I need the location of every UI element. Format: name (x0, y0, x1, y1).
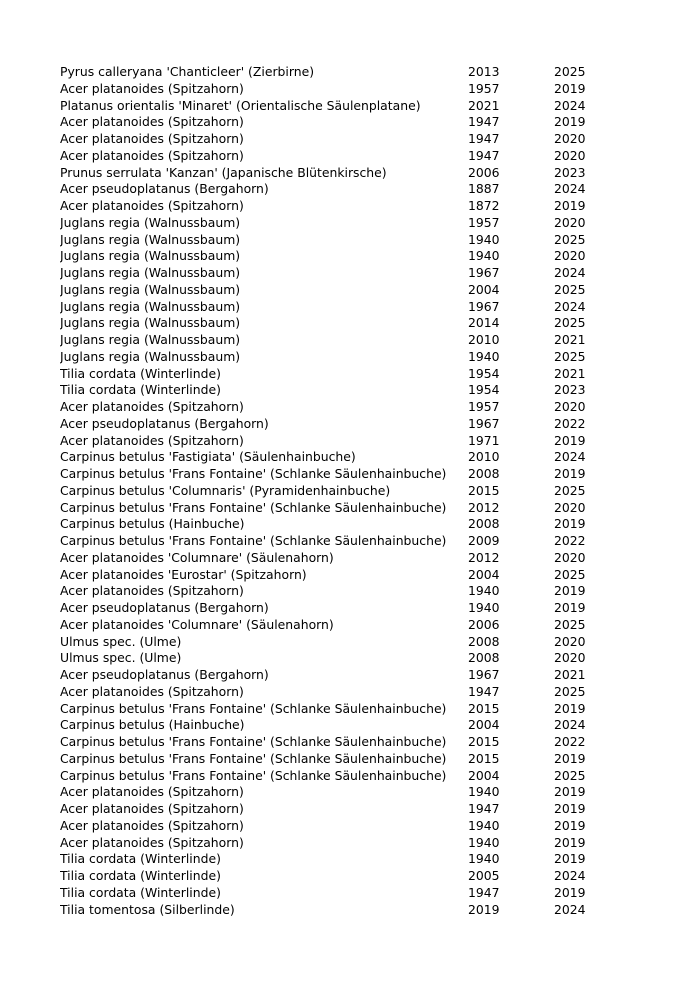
year-planted-cell: 1947 (468, 683, 500, 699)
table-row (60, 500, 600, 517)
year-planted-cell: 2021 (468, 97, 500, 113)
year-planted-cell: 1957 (468, 399, 500, 414)
year-recorded-cell: 2019 (554, 114, 586, 130)
year-planted-cell: 1947 (468, 131, 500, 146)
table-row (60, 165, 600, 182)
year-recorded-cell: 2019 (554, 801, 586, 816)
tree-species-cell: Acer platanoides 'Columnare' (Säulenahorn) (60, 616, 334, 632)
tree-species-cell: Juglans regia (Walnussbaum) (60, 348, 241, 364)
year-recorded-cell: 2025 (554, 231, 586, 247)
year-planted-cell: 1947 (468, 884, 500, 900)
year-planted-cell: 1967 (468, 415, 500, 431)
tree-species-cell: Acer platanoides (Spitzahorn) (60, 784, 244, 800)
year-recorded-cell: 2020 (554, 633, 586, 649)
year-recorded-cell: 2023 (554, 164, 586, 180)
year-recorded-cell: 2023 (554, 382, 586, 398)
tree-species-cell: Carpinus betulus 'Columnaris' (Pyramidenhainbuche) (60, 482, 391, 498)
year-planted-cell: 1947 (468, 801, 500, 816)
table-row (60, 701, 600, 718)
tree-species-cell: Carpinus betulus 'Frans Fontaine' (Schlanke Säulenhainbuche) (60, 499, 447, 515)
tree-species-cell: Acer platanoides 'Columnare' (Säulenahorn) (60, 549, 334, 565)
year-recorded-cell: 2019 (554, 466, 586, 481)
table-row (60, 98, 600, 115)
year-planted-cell: 1940 (468, 348, 500, 364)
tree-species-cell: Acer pseudoplatanus (Bergahorn) (60, 667, 269, 682)
year-recorded-cell: 2021 (554, 332, 586, 347)
year-recorded-cell: 2019 (554, 700, 586, 716)
tree-species-cell: Carpinus betulus 'Frans Fontaine' (Schlanke Säulenhainbuche) (60, 750, 447, 766)
tree-species-cell: Tilia cordata (Winterlinde) (60, 851, 221, 867)
tree-species-cell: Acer platanoides (Spitzahorn) (60, 399, 244, 414)
year-planted-cell: 2006 (468, 616, 500, 632)
table-row (60, 382, 600, 399)
tree-species-cell: Carpinus betulus 'Frans Fontaine' (Schlanke Säulenhainbuche) (60, 700, 447, 716)
tree-species-cell: Acer platanoides (Spitzahorn) (60, 583, 244, 599)
table-row (60, 332, 600, 349)
tree-species-cell: Acer platanoides (Spitzahorn) (60, 80, 244, 96)
year-recorded-cell: 2025 (554, 767, 586, 783)
year-recorded-cell: 2019 (554, 750, 586, 766)
year-recorded-cell: 2024 (554, 449, 586, 465)
year-recorded-cell: 2020 (554, 147, 586, 163)
table-row (60, 131, 600, 148)
year-recorded-cell: 2025 (554, 683, 586, 699)
tree-species-cell: Acer platanoides (Spitzahorn) (60, 131, 244, 146)
tree-table (60, 64, 600, 918)
tree-species-cell: Acer pseudoplatanus (Bergahorn) (60, 600, 269, 615)
year-planted-cell: 1967 (468, 298, 500, 314)
table-row (60, 399, 600, 416)
tree-species-cell: Ulmus spec. (Ulme) (60, 633, 182, 649)
tree-species-cell: Tilia cordata (Winterlinde) (60, 365, 221, 381)
table-row (60, 717, 600, 734)
year-recorded-cell: 2024 (554, 265, 586, 280)
table-row (60, 835, 600, 852)
year-planted-cell: 1872 (468, 198, 500, 213)
year-recorded-cell: 2019 (554, 817, 586, 833)
table-row (60, 801, 600, 818)
year-planted-cell: 1971 (468, 432, 500, 448)
table-row (60, 567, 600, 584)
tree-species-cell: Acer pseudoplatanus (Bergahorn) (60, 415, 269, 431)
tree-species-cell: Carpinus betulus (Hainbuche) (60, 516, 245, 532)
year-recorded-cell: 2022 (554, 415, 586, 431)
table-row (60, 265, 600, 282)
year-planted-cell: 2004 (468, 717, 500, 733)
table-row (60, 232, 600, 249)
table-row (60, 416, 600, 433)
table-row (60, 583, 600, 600)
tree-table-body (60, 64, 600, 918)
tree-species-cell: Acer platanoides (Spitzahorn) (60, 683, 244, 699)
year-recorded-cell: 2019 (554, 198, 586, 213)
year-recorded-cell: 2025 (554, 315, 586, 331)
year-recorded-cell: 2020 (554, 549, 586, 565)
table-row (60, 751, 600, 768)
table-row (60, 114, 600, 131)
year-recorded-cell: 2025 (554, 348, 586, 364)
year-planted-cell: 2015 (468, 700, 500, 716)
table-row (60, 349, 600, 366)
tree-species-cell: Juglans regia (Walnussbaum) (60, 315, 241, 331)
year-recorded-cell: 2025 (554, 281, 586, 297)
table-row (60, 634, 600, 651)
table-row (60, 600, 600, 617)
table-row (60, 148, 600, 165)
table-row (60, 282, 600, 299)
year-planted-cell: 1957 (468, 80, 500, 96)
tree-species-cell: Juglans regia (Walnussbaum) (60, 231, 241, 247)
year-recorded-cell: 2024 (554, 868, 586, 883)
year-recorded-cell: 2025 (554, 482, 586, 498)
tree-species-cell: Tilia cordata (Winterlinde) (60, 884, 221, 900)
year-planted-cell: 1940 (468, 834, 500, 850)
year-planted-cell: 2015 (468, 734, 500, 749)
year-planted-cell: 2015 (468, 750, 500, 766)
year-recorded-cell: 2024 (554, 97, 586, 113)
tree-species-cell: Acer platanoides 'Eurostar' (Spitzahorn) (60, 566, 307, 582)
tree-species-cell: Acer platanoides (Spitzahorn) (60, 834, 244, 850)
year-planted-cell: 2006 (468, 164, 500, 180)
year-planted-cell: 2004 (468, 566, 500, 582)
year-recorded-cell: 2019 (554, 600, 586, 615)
year-planted-cell: 1967 (468, 265, 500, 280)
year-planted-cell: 1940 (468, 817, 500, 833)
tree-species-cell: Pyrus calleryana 'Chanticleer' (Zierbirne) (60, 64, 315, 79)
year-recorded-cell: 2019 (554, 784, 586, 800)
table-row (60, 64, 600, 81)
table-row (60, 768, 600, 785)
table-row (60, 215, 600, 232)
year-planted-cell: 2012 (468, 549, 500, 565)
year-planted-cell: 1940 (468, 248, 500, 264)
year-recorded-cell: 2025 (554, 64, 586, 79)
year-recorded-cell: 2025 (554, 566, 586, 582)
tree-species-cell: Tilia cordata (Winterlinde) (60, 382, 221, 398)
year-planted-cell: 1957 (468, 214, 500, 230)
tree-species-cell: Acer platanoides (Spitzahorn) (60, 198, 244, 213)
tree-species-cell: Juglans regia (Walnussbaum) (60, 214, 241, 230)
table-row (60, 734, 600, 751)
tree-species-cell: Acer platanoides (Spitzahorn) (60, 114, 244, 130)
table-row (60, 366, 600, 383)
year-recorded-cell: 2019 (554, 516, 586, 532)
year-recorded-cell: 2020 (554, 248, 586, 264)
table-row (60, 198, 600, 215)
year-planted-cell: 2009 (468, 533, 500, 548)
year-recorded-cell: 2020 (554, 650, 586, 666)
tree-species-cell: Acer platanoides (Spitzahorn) (60, 817, 244, 833)
year-recorded-cell: 2019 (554, 432, 586, 448)
year-planted-cell: 1954 (468, 382, 500, 398)
year-planted-cell: 1947 (468, 114, 500, 130)
table-row (60, 483, 600, 500)
year-recorded-cell: 2024 (554, 901, 586, 917)
tree-species-cell: Juglans regia (Walnussbaum) (60, 248, 241, 264)
tree-species-cell: Carpinus betulus 'Frans Fontaine' (Schlanke Säulenhainbuche) (60, 734, 447, 749)
table-row (60, 516, 600, 533)
table-row (60, 466, 600, 483)
year-planted-cell: 2005 (468, 868, 500, 883)
tree-species-cell: Ulmus spec. (Ulme) (60, 650, 182, 666)
table-row (60, 818, 600, 835)
tree-species-cell: Acer pseudoplatanus (Bergahorn) (60, 181, 269, 197)
table-row (60, 868, 600, 885)
table-row (60, 784, 600, 801)
tree-species-cell: Juglans regia (Walnussbaum) (60, 265, 241, 280)
year-planted-cell: 2004 (468, 767, 500, 783)
year-recorded-cell: 2024 (554, 181, 586, 197)
year-planted-cell: 2008 (468, 516, 500, 532)
table-row (60, 299, 600, 316)
year-planted-cell: 2012 (468, 499, 500, 515)
year-planted-cell: 2008 (468, 650, 500, 666)
year-planted-cell: 1887 (468, 181, 500, 197)
year-recorded-cell: 2024 (554, 717, 586, 733)
year-planted-cell: 1940 (468, 231, 500, 247)
year-planted-cell: 2014 (468, 315, 500, 331)
tree-species-cell: Platanus orientalis 'Minaret' (Orientalische Säulenplatane) (60, 97, 421, 113)
year-recorded-cell: 2025 (554, 616, 586, 632)
table-row (60, 667, 600, 684)
year-planted-cell: 1940 (468, 600, 500, 615)
year-planted-cell: 2004 (468, 281, 500, 297)
tree-species-cell: Carpinus betulus 'Fastigiata' (Säulenhainbuche) (60, 449, 356, 465)
year-recorded-cell: 2020 (554, 499, 586, 515)
table-row (60, 533, 600, 550)
table-row (60, 81, 600, 98)
year-recorded-cell: 2024 (554, 298, 586, 314)
year-planted-cell: 1940 (468, 784, 500, 800)
tree-species-cell: Juglans regia (Walnussbaum) (60, 281, 241, 297)
tree-species-cell: Acer platanoides (Spitzahorn) (60, 432, 244, 448)
year-planted-cell: 2015 (468, 482, 500, 498)
year-planted-cell: 1947 (468, 147, 500, 163)
tree-species-cell: Juglans regia (Walnussbaum) (60, 298, 241, 314)
table-row (60, 684, 600, 701)
tree-species-cell: Carpinus betulus (Hainbuche) (60, 717, 245, 733)
tree-species-cell: Carpinus betulus 'Frans Fontaine' (Schlanke Säulenhainbuche) (60, 466, 447, 481)
tree-species-cell: Carpinus betulus 'Frans Fontaine' (Schlanke Säulenhainbuche) (60, 767, 447, 783)
year-recorded-cell: 2019 (554, 834, 586, 850)
year-planted-cell: 2008 (468, 633, 500, 649)
year-planted-cell: 1954 (468, 365, 500, 381)
year-planted-cell: 2019 (468, 901, 500, 917)
table-row (60, 449, 600, 466)
year-recorded-cell: 2019 (554, 583, 586, 599)
year-recorded-cell: 2020 (554, 399, 586, 414)
year-recorded-cell: 2021 (554, 667, 586, 682)
year-recorded-cell: 2019 (554, 884, 586, 900)
table-row (60, 181, 600, 198)
year-planted-cell: 2010 (468, 332, 500, 347)
year-planted-cell: 2008 (468, 466, 500, 481)
year-recorded-cell: 2022 (554, 533, 586, 548)
table-row (60, 433, 600, 450)
tree-species-cell: Acer platanoides (Spitzahorn) (60, 801, 244, 816)
year-recorded-cell: 2022 (554, 734, 586, 749)
year-recorded-cell: 2019 (554, 80, 586, 96)
tree-species-cell: Tilia cordata (Winterlinde) (60, 868, 221, 883)
year-recorded-cell: 2020 (554, 214, 586, 230)
tree-species-cell: Tilia tomentosa (Silberlinde) (60, 901, 235, 917)
table-row (60, 902, 600, 919)
tree-species-cell: Acer platanoides (Spitzahorn) (60, 147, 244, 163)
table-row (60, 650, 600, 667)
year-recorded-cell: 2021 (554, 365, 586, 381)
table-row (60, 315, 600, 332)
year-planted-cell: 2010 (468, 449, 500, 465)
table-row (60, 851, 600, 868)
table-row (60, 550, 600, 567)
table-row (60, 248, 600, 265)
year-recorded-cell: 2020 (554, 131, 586, 146)
year-planted-cell: 1940 (468, 851, 500, 867)
year-planted-cell: 1967 (468, 667, 500, 682)
table-row (60, 885, 600, 902)
year-planted-cell: 2013 (468, 64, 500, 79)
year-recorded-cell: 2019 (554, 851, 586, 867)
year-planted-cell: 1940 (468, 583, 500, 599)
table-row (60, 617, 600, 634)
tree-species-cell: Carpinus betulus 'Frans Fontaine' (Schlanke Säulenhainbuche) (60, 533, 447, 548)
tree-species-cell: Prunus serrulata 'Kanzan' (Japanische Blütenkirsche) (60, 164, 387, 180)
tree-species-cell: Juglans regia (Walnussbaum) (60, 332, 241, 347)
